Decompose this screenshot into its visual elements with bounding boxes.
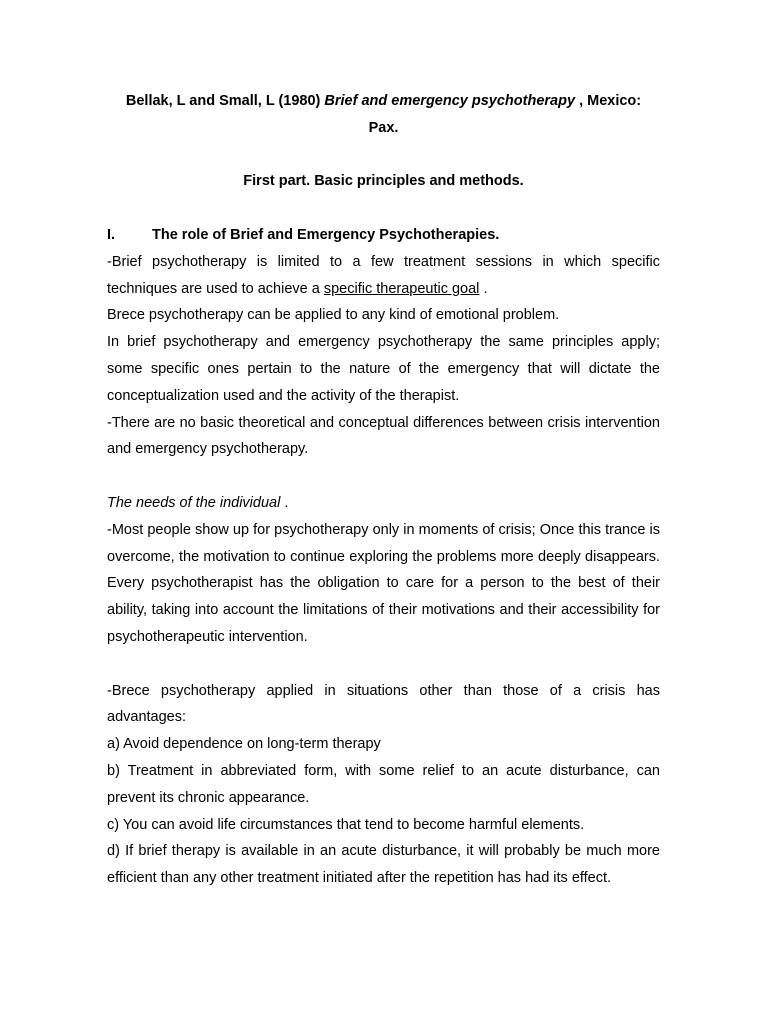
citation bbox=[107, 88, 660, 142]
citation-authors: Bellak, L and Small, L (1980) bbox=[125, 93, 321, 109]
needs-heading-text: The needs of the individual bbox=[107, 494, 281, 511]
paragraph-advantages-intro: -Brece psychotherapy applied in situations other than those of a crisis has advantages: bbox=[107, 682, 660, 726]
citation-place: , Mexico: bbox=[579, 93, 642, 109]
paragraph-text: . bbox=[479, 280, 488, 297]
spacer bbox=[107, 195, 660, 222]
spacer bbox=[107, 142, 660, 169]
needs-heading-suffix: . bbox=[280, 494, 289, 511]
paragraph-application: Brece psychotherapy can be applied to any kind of emotional problem. bbox=[107, 307, 560, 324]
spacer bbox=[107, 463, 660, 490]
list-item: d) If brief therapy is available in an acute disturbance, it will probably be much more efficient than any other treatment initiated after the repetition has had its effect. bbox=[107, 843, 660, 887]
list-item: c) You can avoid life circumstances that tend to become harmful elements. bbox=[107, 816, 585, 833]
section-title: The role of Brief and Emergency Psychotherapies. bbox=[152, 226, 500, 243]
paragraph-text: -Brief psychotherapy is limited to a few treatment sessions in which specific techniques are used to achieve a bbox=[107, 253, 660, 297]
section-number: I. bbox=[107, 226, 116, 243]
spacer bbox=[107, 651, 660, 678]
section-heading bbox=[107, 222, 660, 249]
list-item: a) Avoid dependence on long-term therapy bbox=[107, 736, 381, 753]
citation-publisher: Pax. bbox=[368, 119, 399, 136]
citation-book-title: Brief and emergency psychotherapy bbox=[324, 93, 576, 109]
paragraph-needs: -Most people show up for psychotherapy only in moments of crisis; Once this trance is overcome, the motivation to continue exploring the problems more deeply disappears. Every psychotherapist has the obligation to care for a person to the best of their ability, taking into account the limitations of their motivations and their accessibility for psychotherapeutic intervention. bbox=[107, 521, 660, 645]
paragraph-no-differences: -There are no basic theoretical and conceptual differences between crisis intervention and emergency psychotherapy. bbox=[107, 414, 660, 458]
needs-heading bbox=[107, 490, 660, 517]
part-heading: First part. Basic principles and methods. bbox=[243, 173, 524, 190]
paragraph-principles: In brief psychotherapy and emergency psychotherapy the same principles apply; some specific ones pertain to the nature of the emergency that will dictate the conceptualization used and the activity of the therapist. bbox=[107, 334, 660, 404]
underlined-phrase: specific therapeutic goal bbox=[323, 280, 480, 297]
document-body bbox=[107, 88, 660, 892]
list-item: b) Treatment in abbreviated form, with some relief to an acute disturbance, can prevent its chronic appearance. bbox=[107, 762, 660, 806]
paragraph-brief-definition bbox=[107, 249, 660, 303]
